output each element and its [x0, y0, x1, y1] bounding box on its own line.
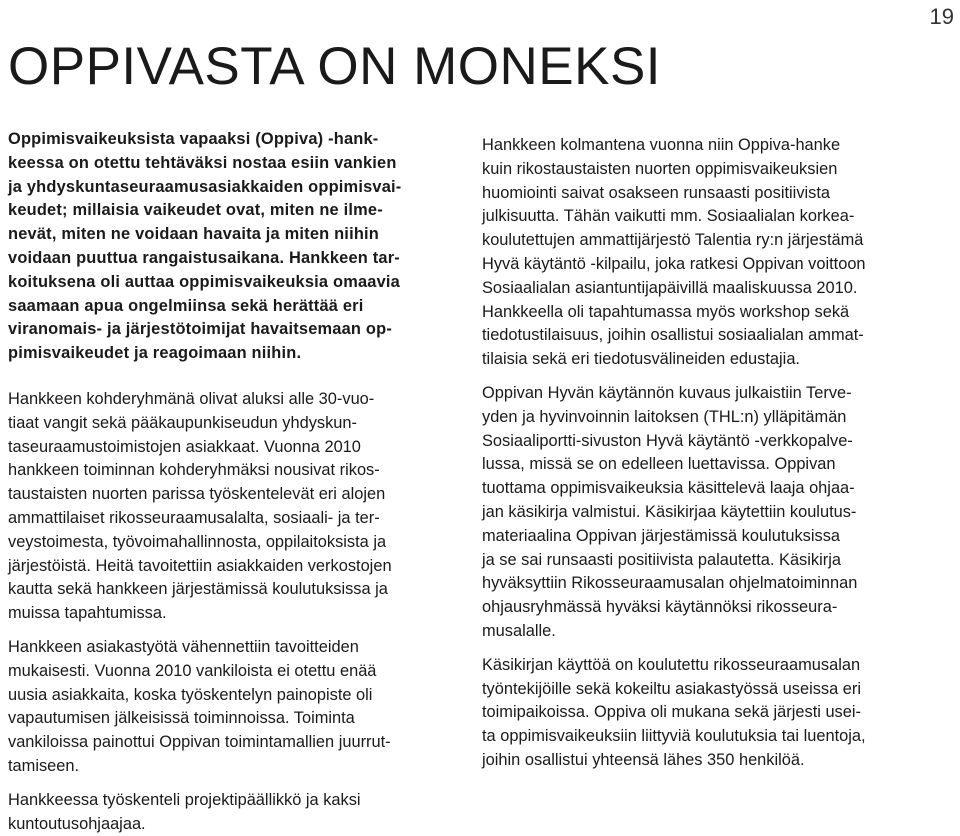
page-number: 19 — [929, 4, 954, 29]
good-practice-paragraph: Oppivan Hyvän käytännön kuvaus julkaistiin Terve- yden ja hyvinvoinnin laitoksen (THL:n) ylläpitämän Sosiaaliportti-sivuston Hyvä käytäntö -verkkopalve- lussa, missä se on edelleen luettavissa. Oppivan tuottama oppimisvaikeuksia käsittelevä laaja ohjaa- jan käsikirja valmistui. Käsikirjaa käytettiin koulutus- materiaalina Oppivan järjestämissä koulutuksissa ja se sai runsaasti positiivista palautetta. Käsikirja hyväksyttiin Rikosseuraamusalan ohjelmatoiminnan ohjausryhmässä hyväksi käytännöksi rikosseura- musalalle. — [482, 383, 858, 640]
right-column — [482, 134, 942, 773]
target-group-paragraph: Hankkeen kohderyhmänä olivat aluksi alle 30-vuo- tiaat vangit sekä pääkaupunkiseudun yhdyskun- taseuraamustoimistojen asiakkaat. Vuonna 2010 hankkeen toiminnan kohderyhmäksi nousivat rikos- taustaisten nuorten parissa työskentelevät eri alojen ammattilaiset rikosseuraamusalalta, sosiaali- ja ter- veystoimesta, työvoimahallinnosta, oppilaitoksista ja järjestöistä. Heitä tavoitettiin asiakkaiden verkostojen kautta sekä hankkeen järjestämissä koulutuksissa ja muissa tapahtumissa. — [8, 389, 392, 623]
intro-paragraph: Oppimisvaikeuksista vapaaksi (Oppiva) -hank- keessa on otettu tehtäväksi nostaa esiin vankien ja yhdyskuntaseuraamusasiakkaiden oppimisvai- keudet; millaisia vaikeudet ovat, miten ne ilme- nevät, miten ne voidaan havaita ja miten niihin voidaan puuttua rangaistusaikana. Hankkeen tar- koituksena oli auttaa oppimisvaikeuksia omaavia saamaan apua ongelmiinsa sekä herättää eri viranomais- ja järjestötoimijat havaitsemaan op- pimisvaikeudet ja reagoimaan niihin. — [8, 130, 402, 363]
left-column — [8, 128, 460, 836]
staff-paragraph: Hankkeessa työskenteli projektipäällikkö ja kaksi kuntoutusohjaajaa. — [8, 790, 361, 833]
page-title: OPPIVASTA ON MONEKSI — [8, 37, 662, 96]
client-work-paragraph: Hankkeen asiakastyötä vähennettiin tavoitteiden mukaisesti. Vuonna 2010 vankiloista ei otettu enää uusia asiakkaita, koska työskentelyn painopiste oli vapautumisen jälkeisissä toiminnoissa. Toiminta vankiloissa painottui Oppivan toimintamallien juurrut- tamiseen. — [8, 637, 391, 775]
handbook-training-paragraph: Käsikirjan käyttöä on koulutettu rikosseuraamusalan työntekijöille sekä kokeiltu asiakastyössä useissa eri toimipaikoissa. Oppiva oli mukana sekä järjesti usei- ta oppimisvaikeuksiin liittyviä koulutuksia tai luentoja, joihin osallistui yhteensä lähes 350 henkilöä. — [482, 655, 866, 769]
publicity-paragraph: Hankkeen kolmantena vuonna niin Oppiva-hanke kuin rikostaustaisten nuorten oppimisvaikeuksien huomiointi saivat osakseen runsaasti positiivista julkisuutta. Tähän vaikutti mm. Sosiaalialan korkea- koulutettujen ammattijärjestö Talentia ry:n järjestämä Hyvä käytäntö -kilpailu, joka ratkesi Oppivan voittoon Sosiaalialan asiantuntijapäivillä maaliskuussa 2010. Hankkeella oli tapahtumassa myös workshop sekä tiedotustilaisuus, joihin osallistui sosiaalialan ammat- tilaisia sekä eri tiedotusvälineiden edustajia. — [482, 136, 866, 369]
